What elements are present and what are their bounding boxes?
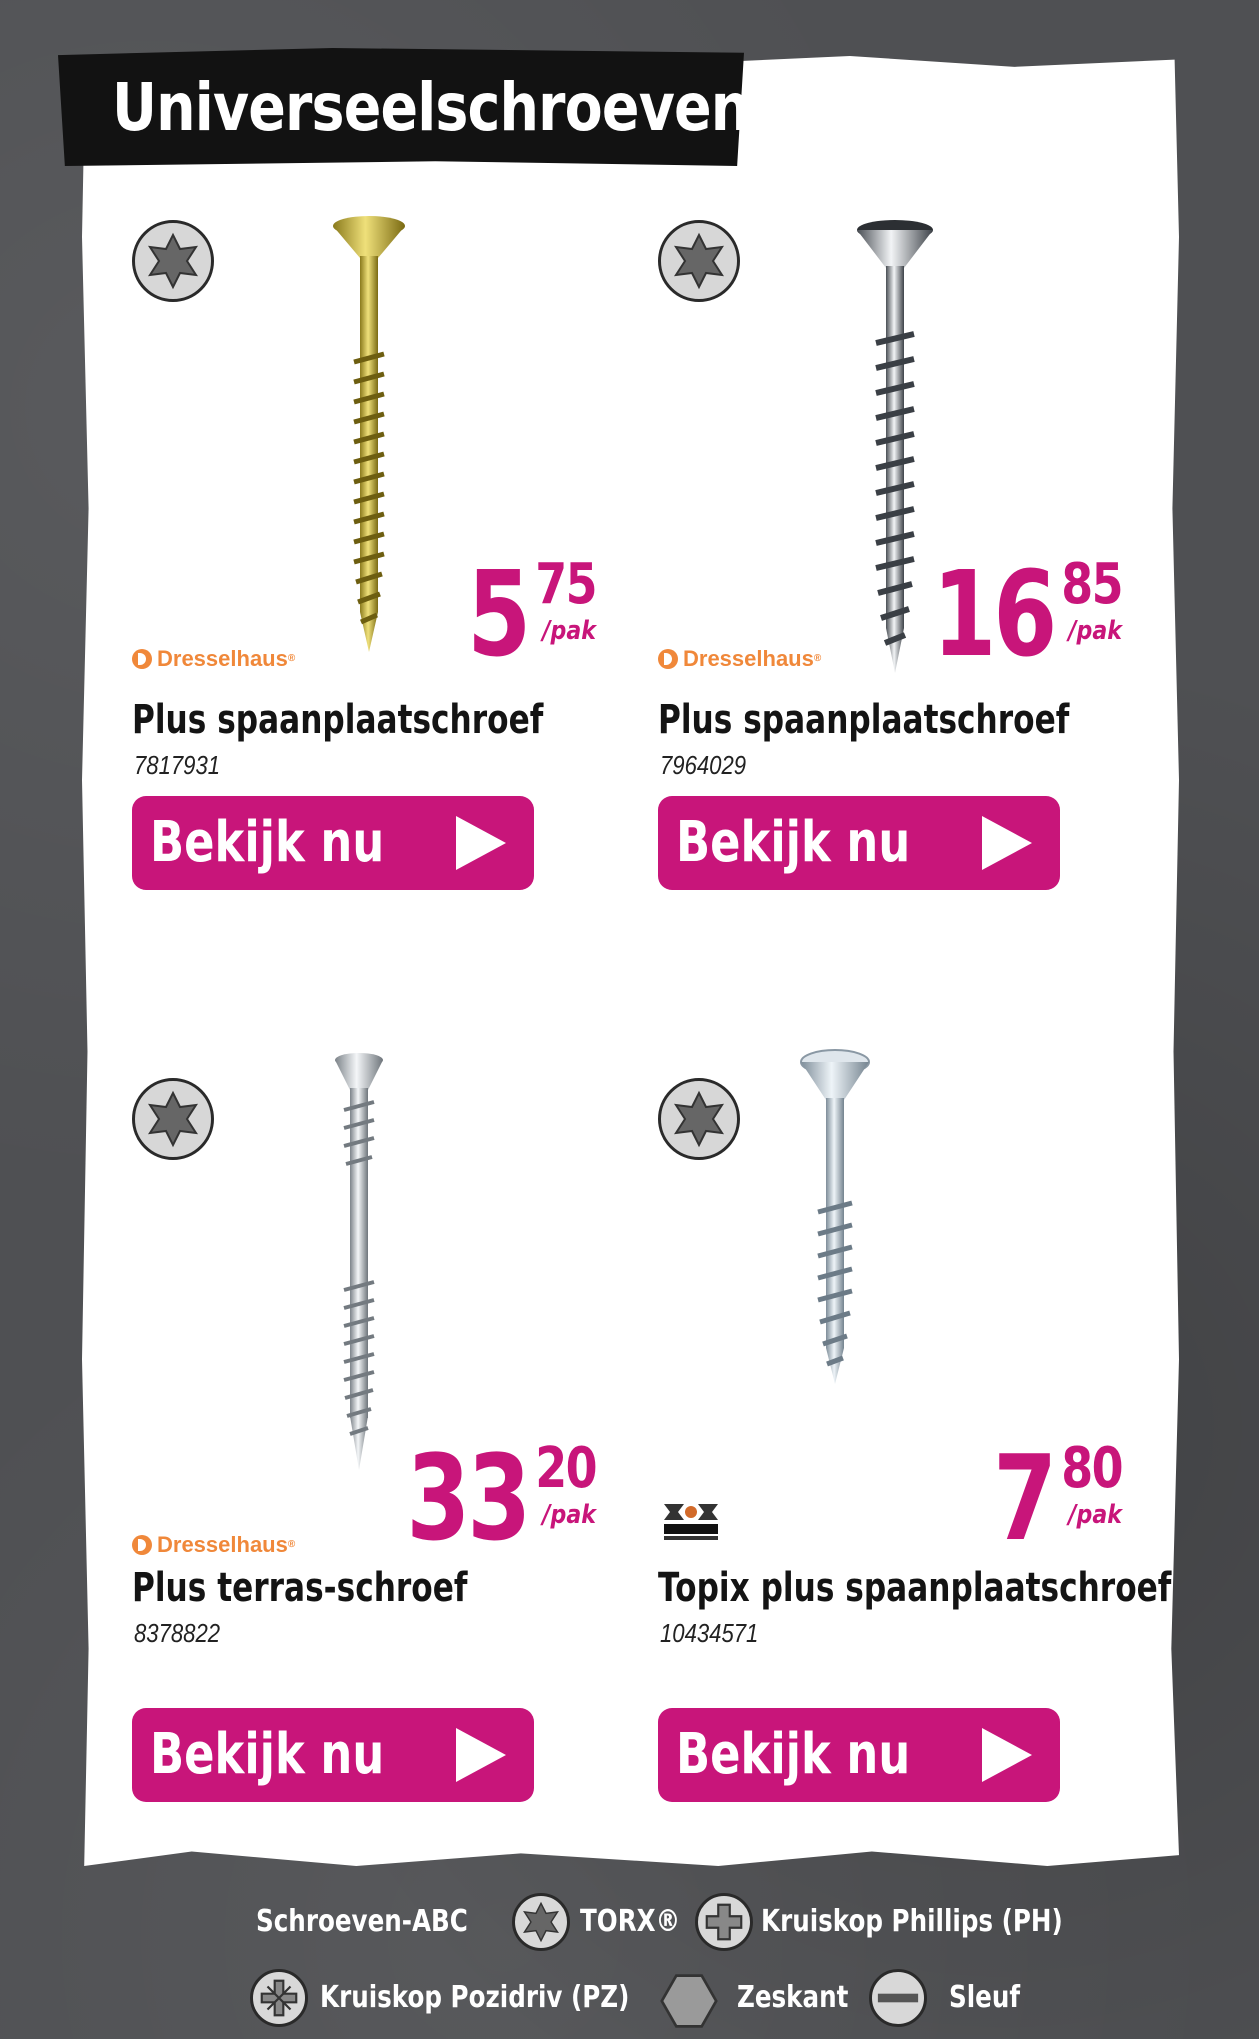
torx-icon	[512, 1893, 570, 1951]
price-tag: 16 85 /pak	[932, 545, 1122, 683]
product-name: Topix plus spaanplaatschroef	[658, 1565, 1172, 1611]
brand-logo-dresselhaus: Dresselhaus®	[658, 644, 821, 674]
page-title: Universeelschroeven	[112, 69, 750, 146]
view-now-button[interactable]: Bekijk nu	[132, 1708, 534, 1802]
view-now-button[interactable]: Bekijk nu	[658, 1708, 1060, 1802]
brand-logo-heco	[660, 1502, 722, 1542]
product-code: 10434571	[660, 1618, 759, 1648]
torx-badge-icon	[132, 1078, 214, 1160]
product-code: 7817931	[134, 750, 221, 780]
product-name: Plus spaanplaatschroef	[658, 697, 1070, 743]
play-arrow-icon	[982, 1728, 1032, 1782]
product-code: 7964029	[660, 750, 747, 780]
play-arrow-icon	[456, 1728, 506, 1782]
legend-pozidriv-label: Kruiskop Pozidriv (PZ)	[320, 1980, 630, 2015]
play-arrow-icon	[982, 816, 1032, 870]
brand-logo-dresselhaus: Dresselhaus®	[132, 644, 295, 674]
view-now-button[interactable]: Bekijk nu	[132, 796, 534, 890]
brand-logo-dresselhaus: Dresselhaus®	[132, 1530, 295, 1560]
legend-hex-label: Zeskant	[737, 1980, 849, 2015]
product-card-2	[610, 182, 1150, 882]
gold-screw-image	[314, 212, 424, 672]
terrace-screw-image	[314, 1050, 404, 1480]
play-arrow-icon	[456, 816, 506, 870]
price-tag: 5 75 /pak	[467, 545, 596, 683]
hex-icon	[657, 1969, 715, 2027]
phillips-icon	[695, 1893, 753, 1951]
view-now-button[interactable]: Bekijk nu	[658, 796, 1060, 890]
legend-row-2	[250, 1966, 1036, 2030]
dresselhaus-icon	[132, 649, 152, 669]
price-tag: 33 20 /pak	[406, 1429, 596, 1567]
topix-screw-image	[790, 1048, 880, 1388]
product-name: Plus spaanplaatschroef	[132, 697, 544, 743]
legend-title: Schroeven-ABC	[256, 1904, 468, 1939]
legend-phillips-label: Kruiskop Phillips (PH)	[760, 1904, 1063, 1939]
slot-icon	[869, 1969, 927, 2027]
price-tag: 7 80 /pak	[993, 1429, 1122, 1567]
product-card-1	[84, 182, 624, 882]
product-card-4	[610, 1040, 1172, 1787]
product-name: Plus terras-schroef	[132, 1565, 468, 1611]
product-card-3	[84, 1040, 624, 1787]
torx-badge-icon	[132, 220, 214, 302]
dresselhaus-icon	[658, 649, 678, 669]
legend-torx-label: TORX®	[580, 1904, 681, 1939]
dresselhaus-icon	[132, 1535, 152, 1555]
product-code: 8378822	[134, 1618, 221, 1648]
legend-row-1	[256, 1890, 1129, 1954]
legend-slot-label: Sleuf	[949, 1980, 1021, 2015]
torx-badge-icon	[658, 1078, 740, 1160]
torx-badge-icon	[658, 220, 740, 302]
pozidriv-icon	[250, 1969, 308, 2027]
